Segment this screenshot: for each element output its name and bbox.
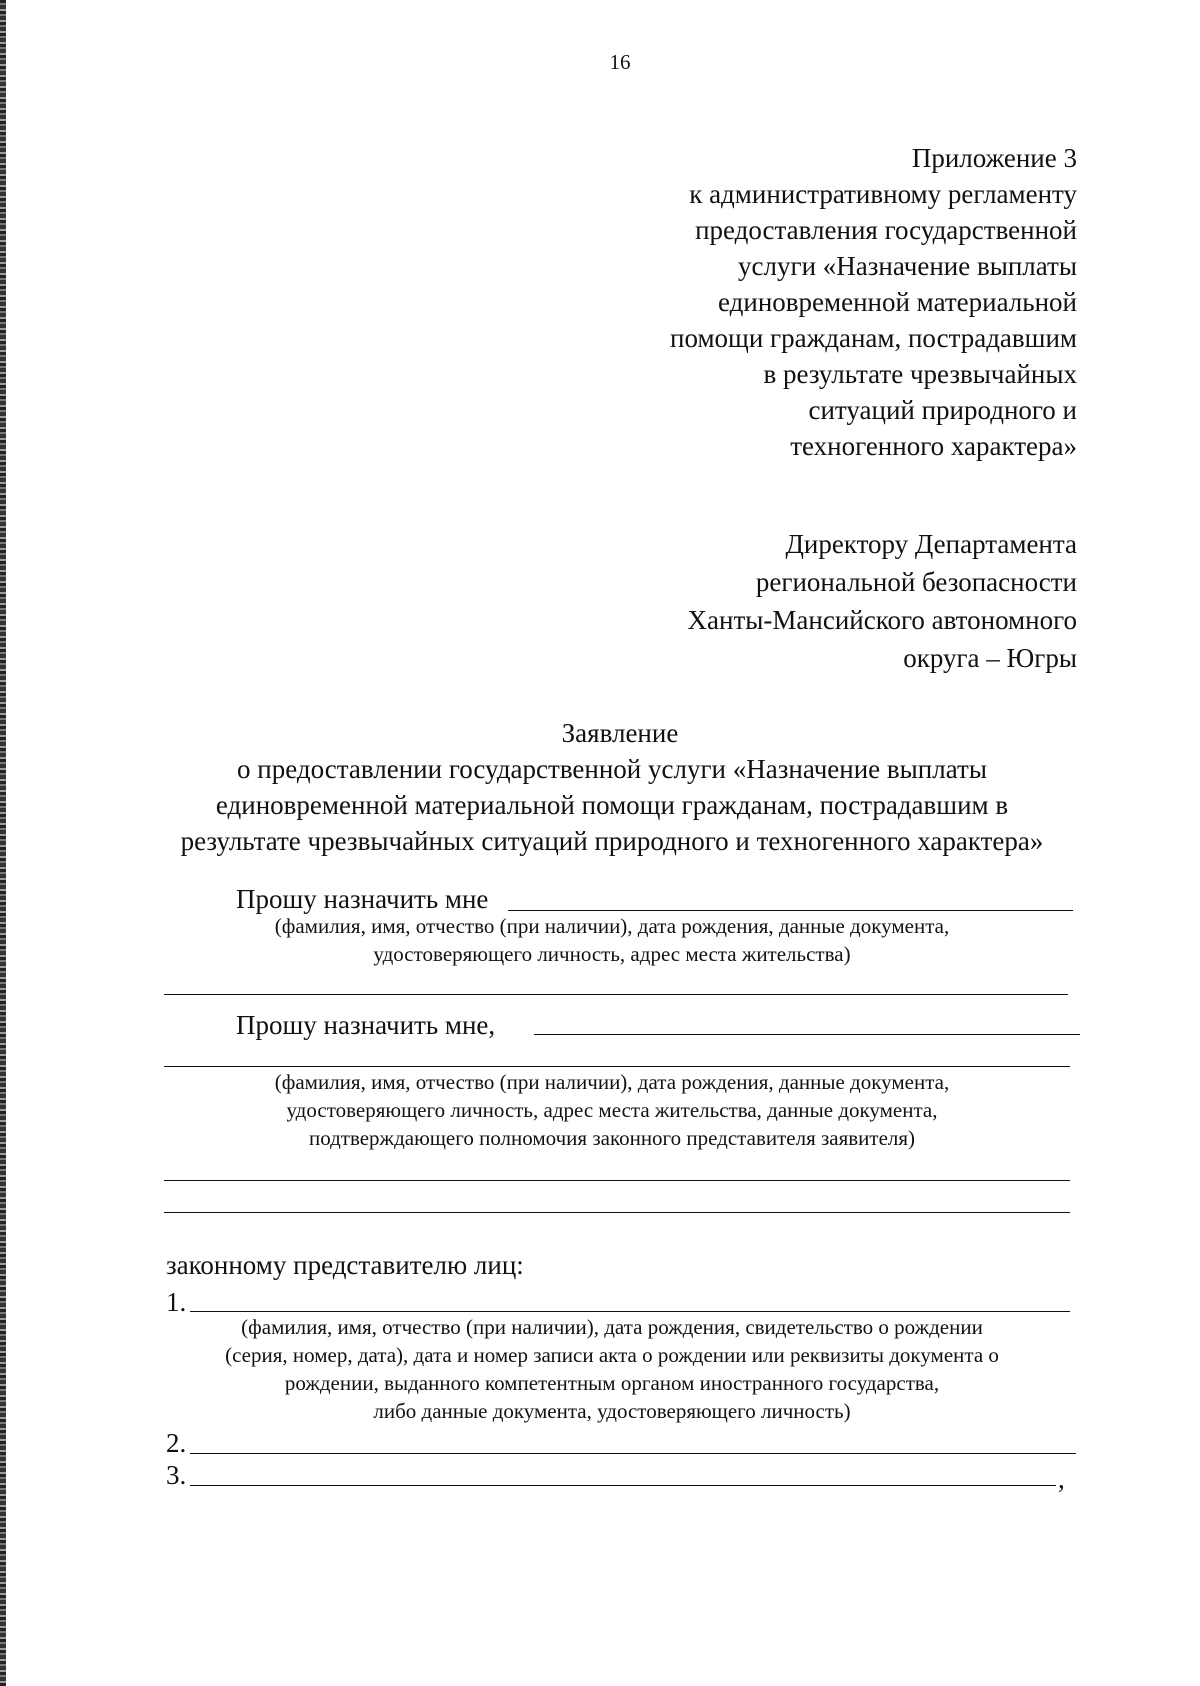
- request2-hint: подтверждающего полномочия законного представителя заявителя): [308, 1126, 916, 1150]
- request2-label: Прошу назначить мне,: [236, 1010, 496, 1040]
- addressee-line: региональной безопасности: [755, 567, 1077, 597]
- item1-hint: (фамилия, имя, отчество (при наличии), дата рождения, свидетельство о рождении: [241, 1315, 983, 1339]
- representative-label: законному представителю лиц:: [166, 1250, 524, 1280]
- request2-extra-line[interactable]: [164, 1212, 1070, 1213]
- request1-label: Прошу назначить мне: [236, 884, 489, 914]
- item1-field[interactable]: [190, 1311, 1070, 1312]
- item2-field[interactable]: [190, 1453, 1076, 1454]
- appendix-line: помощи гражданам, пострадавшим: [670, 323, 1077, 353]
- request1-hint: (фамилия, имя, отчество (при наличии), дата рождения, данные документа,: [274, 914, 950, 938]
- page-number: 16: [609, 50, 631, 74]
- appendix-line: услуги «Назначение выплаты: [738, 251, 1077, 281]
- item2-number: 2.: [166, 1428, 187, 1458]
- title-line: о предоставлении государственной услуги «Назначение выплаты: [237, 754, 987, 784]
- request2-line[interactable]: [164, 1066, 1070, 1067]
- addressee-line: округа – Югры: [903, 643, 1077, 673]
- request2-hint: (фамилия, имя, отчество (при наличии), дата рождения, данные документа,: [274, 1070, 950, 1094]
- request1-extra-line[interactable]: [164, 994, 1068, 995]
- appendix-line: ситуаций природного и: [808, 395, 1077, 425]
- request2-hint: удостоверяющего личность, адрес места жительства, данные документа,: [286, 1098, 938, 1122]
- appendix-line: предоставления государственной: [695, 215, 1077, 245]
- item3-trailing-comma: ,: [1058, 1464, 1065, 1494]
- title-heading: Заявление: [561, 718, 679, 748]
- scan-edge: [0, 0, 6, 1686]
- item3-number: 3.: [166, 1460, 187, 1490]
- appendix-line: к административному регламенту: [689, 179, 1077, 209]
- request1-hint: удостоверяющего личность, адрес места жительства): [373, 942, 851, 966]
- request1-field[interactable]: [508, 910, 1073, 911]
- appendix-line: техногенного характера»: [790, 431, 1077, 461]
- item3-field[interactable]: [190, 1485, 1056, 1486]
- appendix-line: единовременной материальной: [718, 287, 1077, 317]
- item1-hint: либо данные документа, удостоверяющего личность): [373, 1399, 851, 1423]
- item1-hint: рождении, выданного компетентным органом иностранного государства,: [284, 1371, 940, 1395]
- item1-number: 1.: [166, 1287, 187, 1317]
- request2-extra-line[interactable]: [164, 1180, 1070, 1181]
- appendix-line: Приложение 3: [911, 143, 1077, 173]
- addressee-line: Ханты-Мансийского автономного: [687, 605, 1077, 635]
- request2-field[interactable]: [534, 1034, 1080, 1035]
- title-line: единовременной материальной помощи гражданам, пострадавшим в: [215, 790, 1009, 820]
- appendix-line: в результате чрезвычайных: [763, 359, 1077, 389]
- title-line: результате чрезвычайных ситуаций природного и техногенного характера»: [180, 826, 1044, 856]
- item1-hint: (серия, номер, дата), дата и номер записи акта о рождении или реквизиты документа о: [225, 1343, 999, 1367]
- addressee-line: Директору Департамента: [785, 529, 1077, 559]
